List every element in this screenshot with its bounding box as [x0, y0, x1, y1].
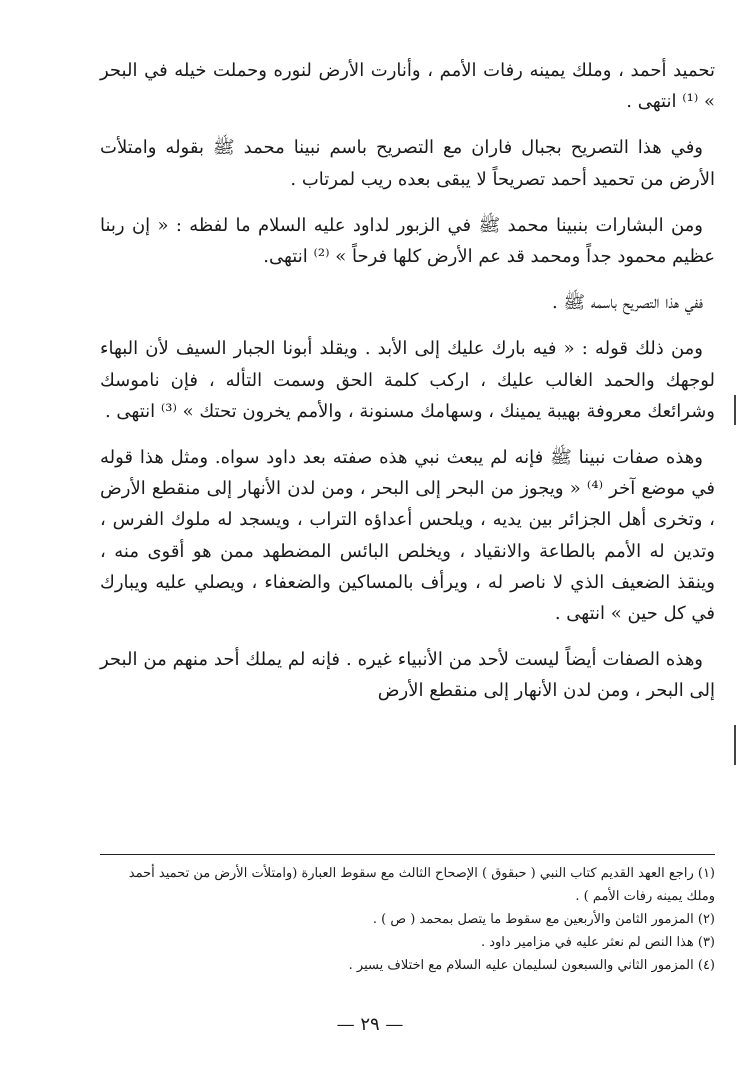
footnote-1: (١) راجع العهد القديم كتاب النبي ( حبقوق ) الإصحاح الثالث مع سقوط العبارة (وامتلأت الأرض من تحميد أحمد وملك يمينه رفات الأمم ) .	[128, 866, 715, 904]
scan-edge-mark	[734, 395, 736, 425]
main-text	[100, 55, 715, 722]
footnote-2: (٢) المزمور الثامن والأربعين مع سقوط ما يتصل بمحمد ( ص ) .	[372, 912, 715, 927]
page-number: — ٢٩ —	[336, 1014, 404, 1035]
footnote-divider	[100, 854, 715, 855]
paragraph-3: ومن البشارات بنبينا محمد ﷺ في الزبور لداود عليه السلام ما لفظه : « إن ربنا عظيم محمود جداً ومحمد قد عم الأرض كلها فرحاً » ⁽²⁾ انتهى.	[100, 214, 715, 268]
paragraph-5: ومن ذلك قوله : « فيه بارك عليك إلى الأبد . ويقلد أبونا الجبار السيف لأن البهاء لوجهك والحمد الغالب عليك ، اركب كلمة الحق وسمت التأله ، فإن ناموسك وشرائعك معروفة بهيبة يمينك ، وسهامك مسنونة ، والأمم يخرون تحتك » ⁽³⁾ انتهى .	[100, 338, 715, 422]
footnotes	[100, 862, 715, 977]
paragraph-1: تحميد أحمد ، وملك يمينه رفات الأمم ، وأنارت الأرض لنوره وحملت خيله في البحر » ⁽¹⁾ انتهى .	[100, 60, 715, 113]
paragraph-7: وهذه الصفات أيضاً ليست لأحد من الأنبياء غيره . فإنه لم يملك أحد منهم من البحر إلى البحر ، ومن لدن الأنهار إلى منقطع الأرض	[100, 649, 715, 702]
paragraph-2: وفي هذا التصريح بجبال فاران مع التصريح باسم نبينا محمد ﷺ بقوله وامتلأت الأرض من تحميد أحمد تصريحاً لا يبقى بعده ريب لمرتاب .	[100, 137, 715, 190]
paragraph-6: وهذه صفات نبينا ﷺ فإنه لم يبعث نبي هذه صفته بعد داود سواه. ومثل هذا قوله في موضع آخر ⁽⁴⁾ « ويجوز من البحر إلى البحر ، ومن لدن الأنهار إلى منقطع الأرض ، وتخرى أهل الجزائر بين يديه ، ويلحس أعداؤه التراب ، ويسجد له ملوك الفرس ، وتدين له الأمم بالطاعة والانقياد ، ويخلص البائس المضطهد ممن هو أقوى منه ، وينقذ الضعيف الذي لا ناصر له ، ويرأف بالمساكين والضعفاء ، ويصلي عليه ويبارك في كل حين » انتهى .	[100, 447, 715, 625]
scan-edge-mark	[734, 725, 736, 765]
footnote-4: (٤) المزمور الثاني والسبعون لسليمان عليه السلام مع اختلاف يسير .	[348, 958, 715, 973]
footnote-3: (٣) هذا النص لم نعثر عليه في مزامير داود .	[480, 935, 715, 950]
paragraph-4: ففي هذا التصريح باسمه ﷺ .	[551, 292, 703, 314]
